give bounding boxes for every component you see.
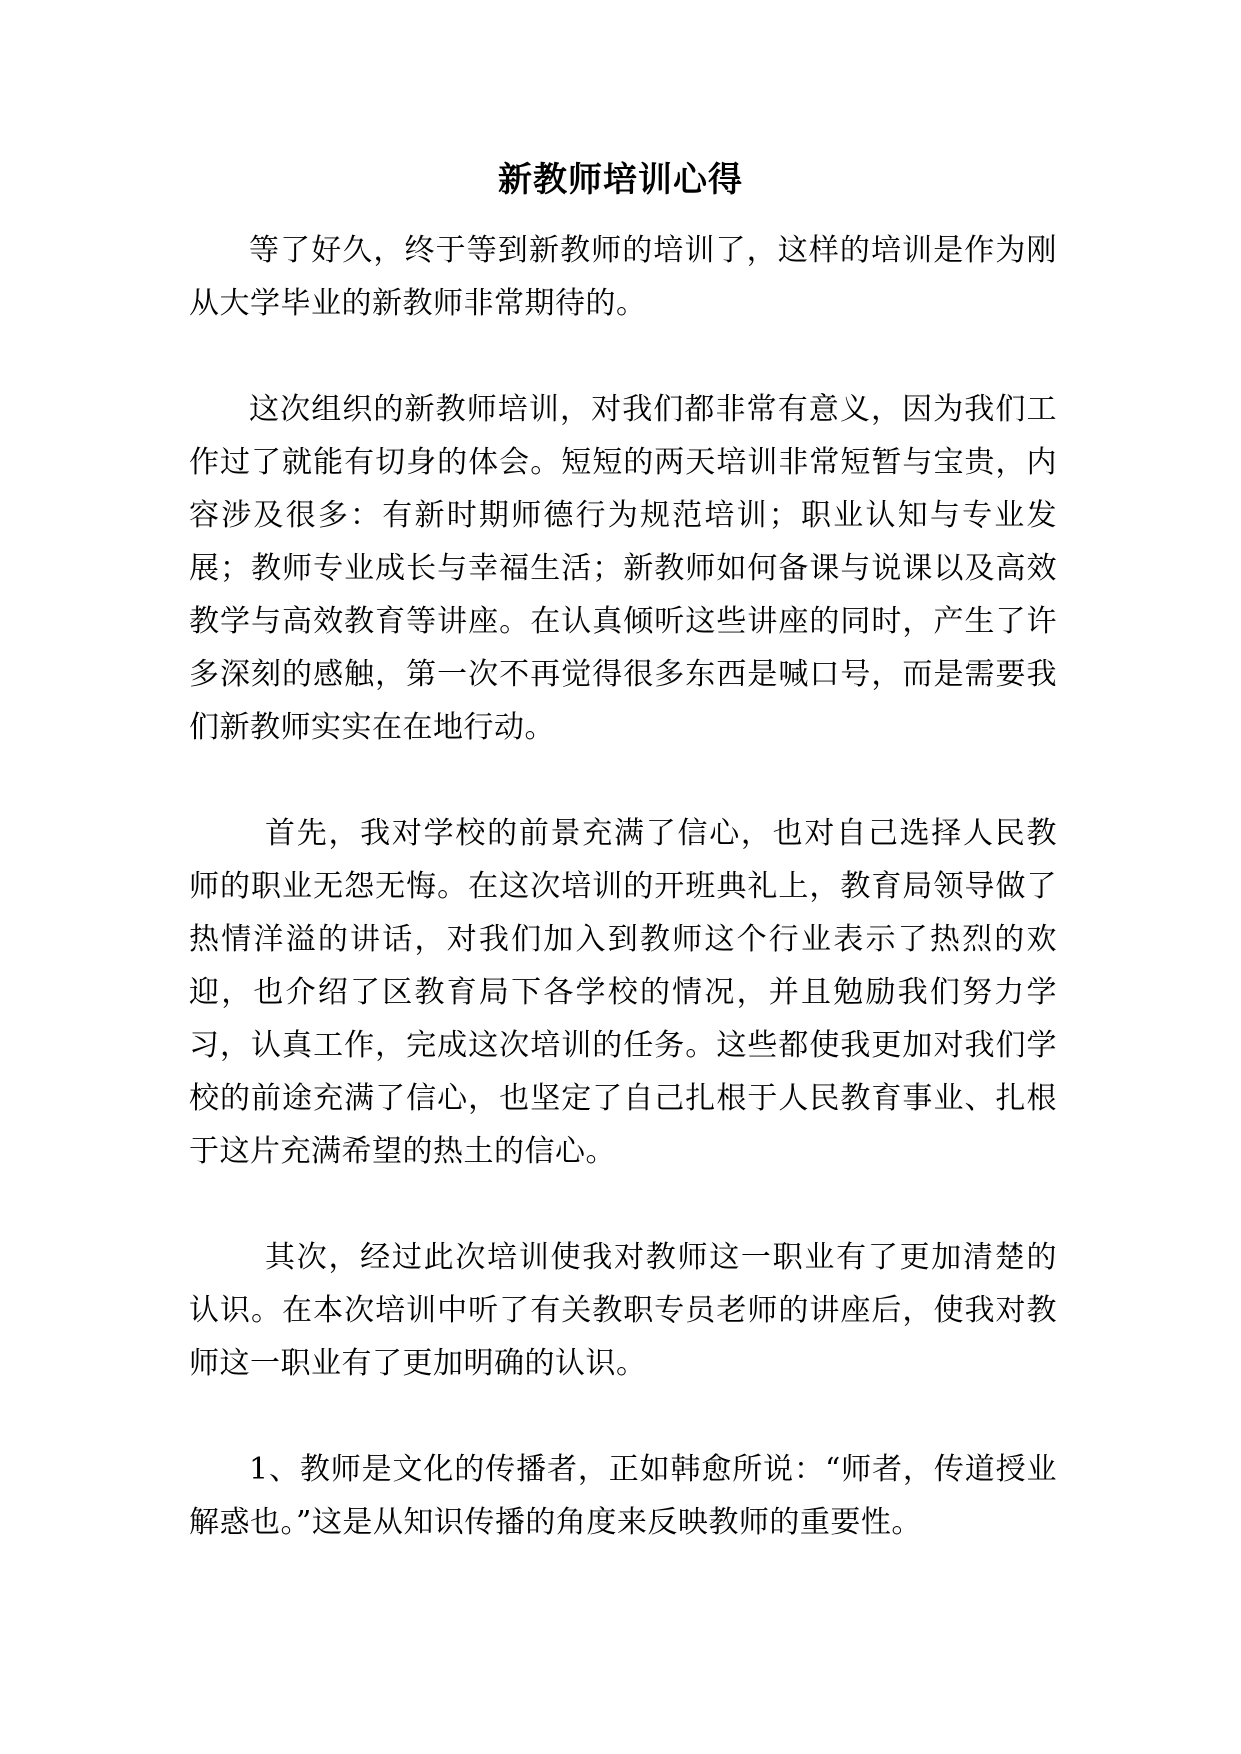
document-title: 新教师培训心得: [498, 160, 743, 200]
paragraph-2: 这次组织的新教师培训，对我们都非常有意义，因为我们工作过了就能有切身的体会。短短的两天培训非常短暂与宝贵，内容涉及很多：有新时期师德行为规范培训；职业认知与专业发展；教师专业成长与幸福生活；新教师如何备课与说课以及高效教学与高效教育等讲座。在认真倾听这些讲座的同时，产生了许多深刻的感触，第一次不再觉得很多东西是喊口号，而是需要我们新教师实实在在地行动。: [189, 392, 1057, 745]
document-body: [189, 224, 1057, 1549]
paragraph-5: 1、教师是文化的传播者，正如韩愈所说：“师者，传道授业解惑也。”这是从知识传播的角度来反映教师的重要性。: [189, 1452, 1057, 1540]
paragraph-3: 首先，我对学校的前景充满了信心，也对自己选择人民教师的职业无怨无悔。在这次培训的开班典礼上，教育局领导做了热情洋溢的讲话，对我们加入到教师这个行业表示了热烈的欢迎，也介绍了区教育局下各学校的情况，并且勉励我们努力学习，认真工作，完成这次培训的任务。这些都使我更加对我们学校的前途充满了信心，也坚定了自己扎根于人民教育事业、扎根于这片充满希望的热土的信心。: [189, 816, 1057, 1169]
paragraph-1: 等了好久，终于等到新教师的培训了，这样的培训是作为刚从大学毕业的新教师非常期待的。: [189, 233, 1057, 321]
paragraph-4: 其次，经过此次培训使我对教师这一职业有了更加清楚的认识。在本次培训中听了有关教职专员老师的讲座后，使我对教师这一职业有了更加明确的认识。: [189, 1240, 1057, 1381]
